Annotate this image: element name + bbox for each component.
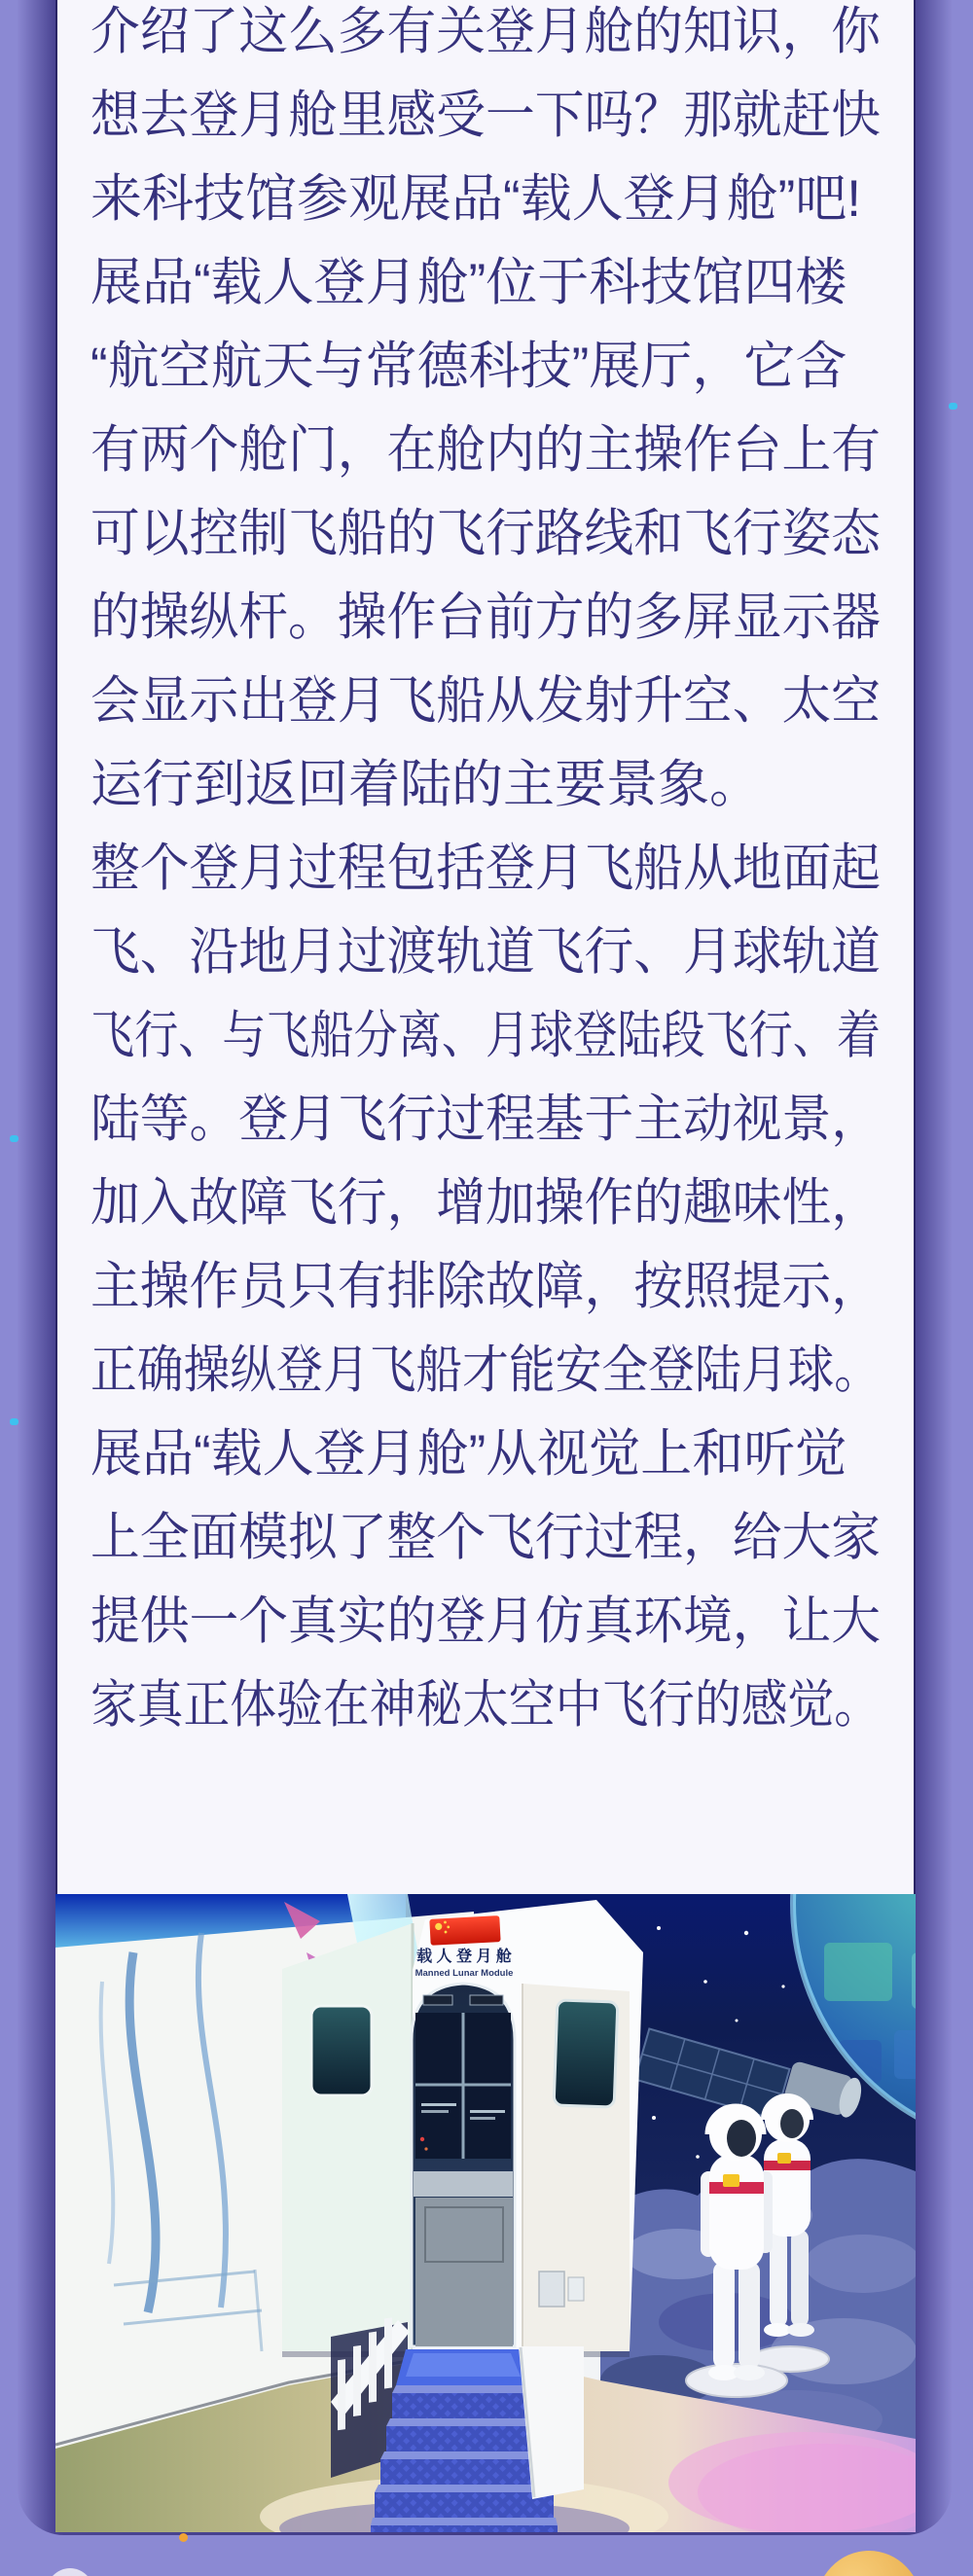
article-line: 展品“载人登月舱”从视觉上和听觉 [90,1425,847,1483]
exhibit-photo[interactable] [55,1894,916,2532]
article-line: 飞行、与飞船分离、月球登陆段飞行、着 [90,1007,881,1064]
module-plate [539,2272,564,2307]
article-line: 可以控制飞船的飞行路线和飞行姿态 [90,505,881,562]
article-line: 加入故障飞行，增加操作的趣味性， [90,1174,881,1232]
module-doorway [412,1984,515,2346]
cyan-sparkle-icon [10,1135,18,1142]
article-line: 的操纵杆。操作台前方的多屏显示器 [90,589,881,646]
china-flag-icon [429,1915,500,1946]
article-line: 运行到返回着陆的主要景象。 [90,756,761,813]
module-title-cn: 载 人 登 月 舱 [416,1949,512,1965]
article-line: 会显示出登月飞船从发射升空、太空 [90,672,881,730]
article-line: 整个登月过程包括登月飞船从地面起 [90,840,881,897]
article-line: 介绍了这么多有关登月舱的知识，你 [90,3,881,60]
module-left-window [311,2006,372,2095]
article-line: 来科技馆参观展品“载人登月舱”吧! [90,170,862,228]
lunar-module [282,1900,643,2357]
article-line: 提供一个真实的登月仿真环境，让大 [90,1592,881,1650]
module-title-en: Manned Lunar Module [414,1968,514,1979]
orange-dot-icon [179,2533,188,2542]
module-right-window [554,2000,618,2107]
article-line: 主操作员只有排除故障，按照提示， [90,1258,881,1315]
article-line: 有两个舱门，在舱内的主操作台上有 [90,421,881,479]
cyan-sparkle-icon [10,1418,18,1425]
circle-decoration-icon [47,2568,93,2576]
article-text [90,0,881,1747]
article-line: 正确操纵登月飞船才能安全登陆月球。 [90,1342,881,1399]
article-line: 飞、沿地月过渡轨道飞行、月球轨道 [90,923,881,981]
article-line: 展品“载人登月舱”位于科技馆四楼 [90,254,847,311]
article-line: 想去登月舱里感受一下吗？那就赶快 [90,87,881,144]
article-line: 家真正体验在神秘太空中飞行的感觉。 [90,1676,881,1734]
article-line: 陆等。登月飞行过程基于主动视景， [90,1091,881,1148]
article-line: 上全面模拟了整个飞行过程，给大家 [90,1509,881,1566]
cyan-sparkle-icon [949,403,957,410]
module-left-panel [282,1923,413,2351]
moon-decoration-icon [815,2551,922,2576]
module-plate-small [568,2277,584,2301]
article-line: “航空航天与常德科技”展厅，它含 [90,338,847,395]
